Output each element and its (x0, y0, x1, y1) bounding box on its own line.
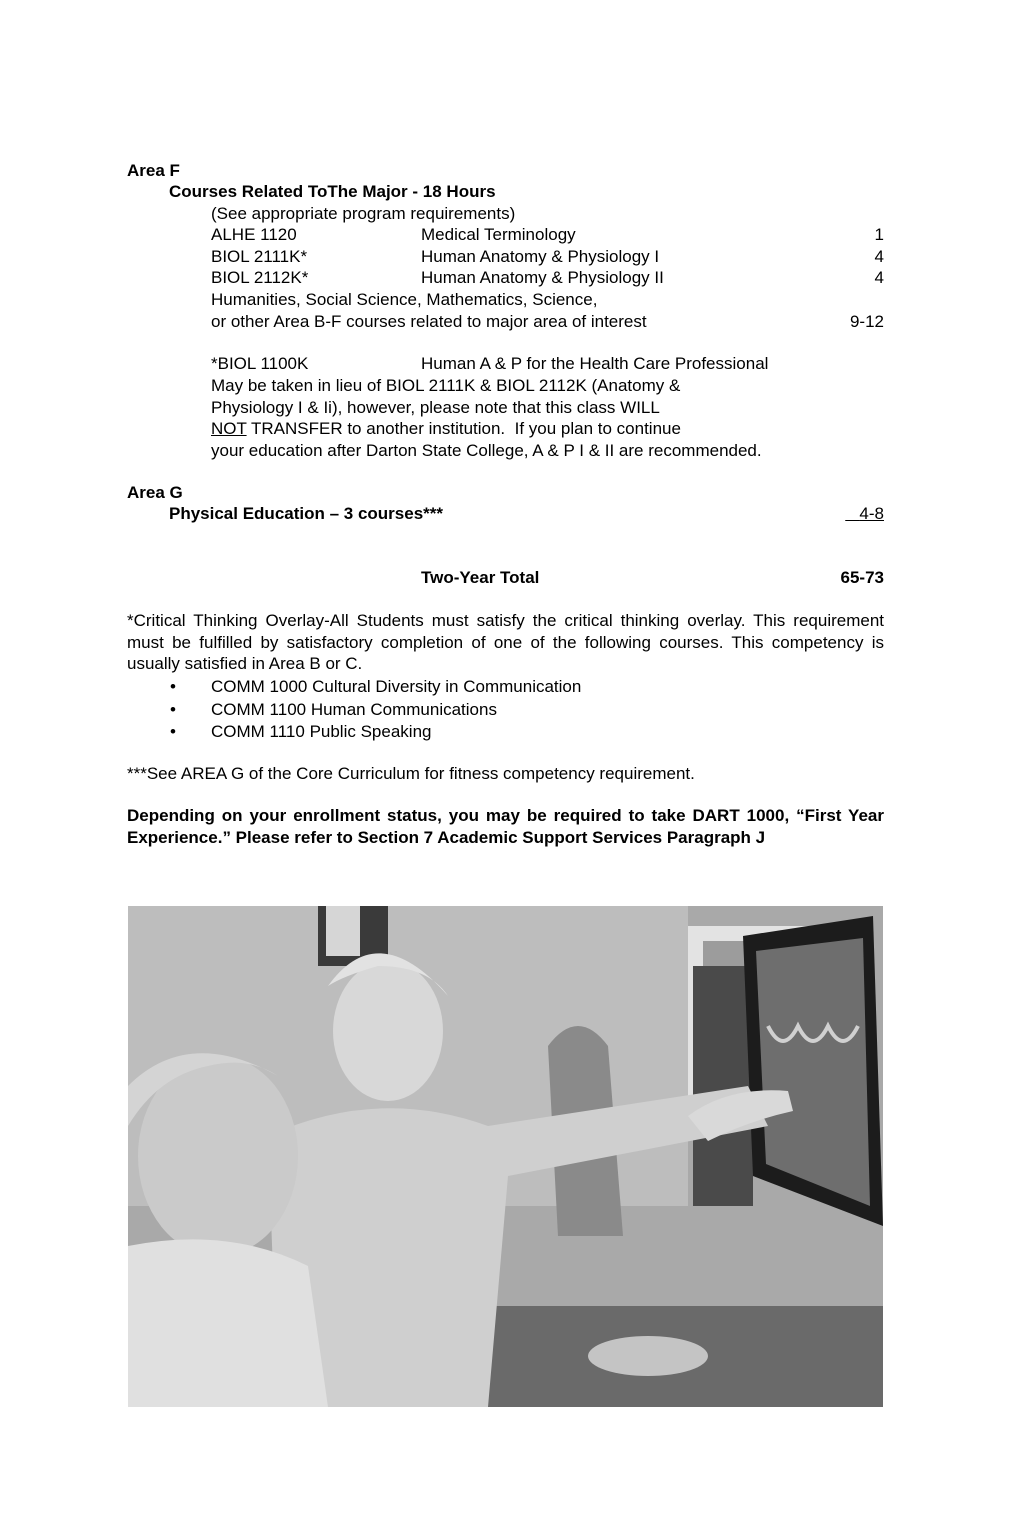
total-label: Two-Year Total (421, 568, 540, 587)
area-f-heading: Area F (127, 161, 180, 180)
course-name: Medical Terminology (421, 225, 576, 244)
critical-thinking-paragraph: *Critical Thinking Overlay-All Students must satisfy the critical thinking overlay. This requirement must be fulfilled by satisfactory completion of one of the following courses. This competency is usually satisfied in Area B or C. (127, 611, 884, 673)
fitness-note: ***See AREA G of the Core Curriculum for fitness competency requirement. (127, 764, 695, 783)
biol-note-line-2: Physiology I & Ii), however, please note that this class WILL (211, 398, 660, 417)
not-underlined: NOT (211, 419, 247, 438)
bullet: • (170, 677, 176, 696)
list-item-text: COMM 1000 Cultural Diversity in Communication (211, 677, 582, 696)
total-hours: 65-73 (840, 568, 884, 587)
course-code: BIOL 2112K* (211, 268, 309, 287)
biol-note-line-3-rest: TRANSFER to another institution. If you plan to continue (246, 419, 681, 438)
course-hours: 1 (874, 225, 884, 244)
list-item (0, 699, 1010, 720)
course-name: Human Anatomy & Physiology II (421, 268, 664, 287)
list-item (0, 676, 1010, 697)
area-g-hours-value: 4-8 (859, 504, 884, 523)
photo-illustration (128, 906, 883, 1407)
biol-note-line-1: May be taken in lieu of BIOL 2111K & BIOL 2112K (Anatomy & (211, 376, 681, 395)
biol-note-line-4: your education after Darton State College, A & P I & II are recommended. (211, 441, 762, 460)
course-hours: 4 (874, 247, 884, 266)
enrollment-note: Depending on your enrollment status, you may be required to take DART 1000, “First Year Experience.” Please refer to Section 7 Academic Support Services Paragraph J (127, 806, 884, 847)
other-courses-line-1: Humanities, Social Science, Mathematics, Science, (211, 290, 598, 309)
course-code: BIOL 2111K* (211, 247, 308, 266)
other-courses-hours: 9-12 (849, 312, 884, 331)
list-item (0, 721, 1010, 742)
biol-1100k-name: Human A & P for the Health Care Professional (421, 354, 769, 373)
students-dental-photo (128, 906, 883, 1407)
list-item-text: COMM 1100 Human Communications (211, 700, 497, 719)
course-hours: 4 (874, 268, 884, 287)
area-g-heading: Area G (127, 483, 183, 502)
bullet: • (170, 700, 176, 719)
bullet: • (170, 722, 176, 741)
area-g-subheading: Physical Education – 3 courses*** (169, 504, 444, 523)
other-courses-line-2: or other Area B-F courses related to major area of interest (211, 312, 647, 331)
course-code: ALHE 1120 (211, 225, 297, 244)
area-f-note: (See appropriate program requirements) (211, 204, 516, 223)
biol-1100k-code: *BIOL 1100K (211, 354, 309, 373)
list-item-text: COMM 1110 Public Speaking (211, 722, 432, 741)
biol-note-line-3 (211, 418, 681, 439)
course-name: Human Anatomy & Physiology I (421, 247, 660, 266)
area-g-hours (800, 503, 884, 524)
area-f-subheading: Courses Related ToThe Major - 18 Hours (169, 182, 496, 201)
